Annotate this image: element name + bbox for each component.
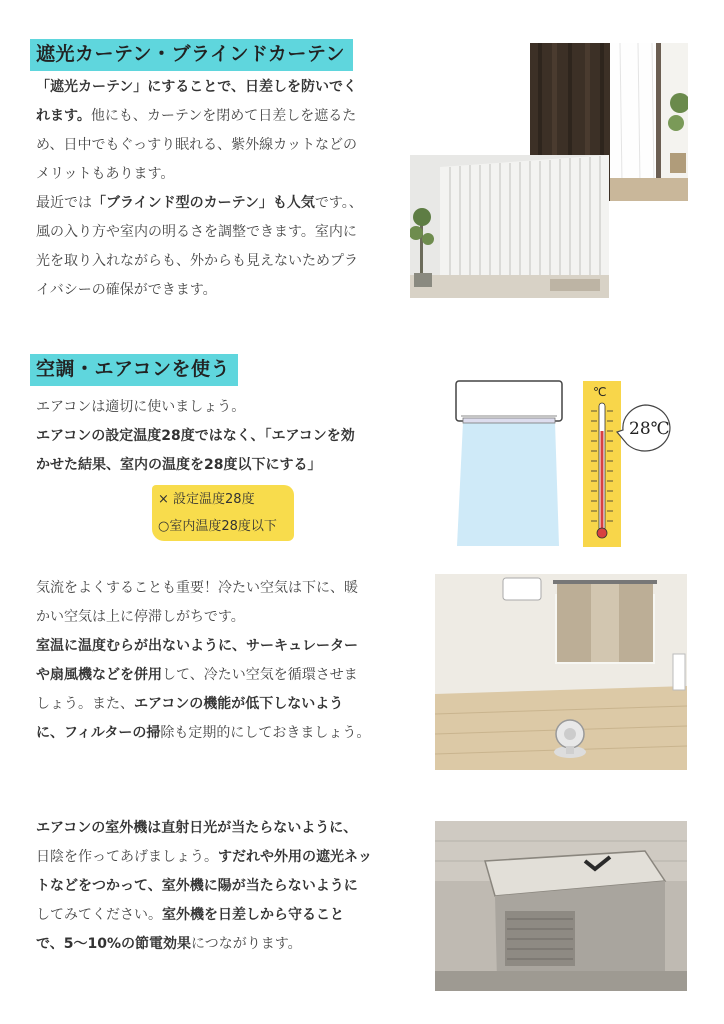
- text-line: [36, 422, 355, 451]
- text: です。、: [314, 195, 363, 211]
- text-line: [36, 247, 363, 276]
- text-line: [36, 661, 370, 690]
- photo-vertical-blinds: [410, 155, 609, 298]
- bold-text: 「遮光カーテン」にすることで、日差しを防いでく: [36, 79, 358, 95]
- heading-air-conditioner: 空調・エアコンを使う: [30, 354, 238, 386]
- note-correct-setting: ○室内温度28度以下: [158, 519, 277, 534]
- text-line: [36, 930, 372, 959]
- paragraph-outdoor-unit: [36, 814, 372, 959]
- text-line: [36, 189, 363, 218]
- bold-text: 室温に温度むらが出ないように、サーキュレーター: [36, 638, 358, 654]
- paragraph-airflow: [36, 574, 370, 748]
- paragraph-aircon: [36, 393, 355, 480]
- aircon-illustration: [455, 380, 563, 546]
- text: 風の入り方や室内の明るさを調整できます。室内に: [36, 224, 357, 240]
- text: して、冷たい空気を循環させま: [162, 667, 358, 683]
- bold-text: かせた結果、室内の温度を28度以下にする」: [36, 457, 322, 473]
- bubble-temperature-label: 28℃: [629, 419, 670, 439]
- text-line: [36, 160, 363, 189]
- bold-text: 「ブラインド型のカーテン」も人気: [92, 195, 315, 211]
- text-line: [36, 872, 372, 901]
- temperature-bubble: [615, 402, 675, 454]
- text-line: [36, 276, 363, 305]
- text-line: [36, 73, 363, 102]
- text: してみてください。: [36, 907, 162, 923]
- text-line: [36, 901, 372, 930]
- text: 光を取り入れながらも、外からも見えないためプラ: [36, 253, 358, 269]
- text: につながります。: [190, 936, 302, 952]
- text-line: [36, 131, 363, 160]
- heading-blackout-curtains: 遮光カーテン・ブラインドカーテン: [30, 39, 353, 71]
- bold-text: に、フィルターの掃: [36, 725, 161, 741]
- text-line: [36, 843, 372, 872]
- text-line: [36, 218, 363, 247]
- text: 除も定期的にしておきましょう。: [160, 725, 371, 741]
- outdoor-unit-illustration: [435, 821, 687, 991]
- text-line: [36, 393, 355, 422]
- text-line: [36, 603, 370, 632]
- bold-text: れます。: [36, 108, 91, 124]
- paragraph-curtains: [36, 73, 363, 305]
- bold-text: や扇風機などを併用: [36, 667, 162, 683]
- text: 他にも、カーテンを閉めて日差しを遮るた: [90, 108, 357, 124]
- bold-text: 室外機を日差しから守ること: [162, 907, 344, 923]
- bold-text: トなどをつかって、室外機に陽が当たらないように: [36, 878, 358, 894]
- room-illustration: [435, 574, 687, 770]
- bold-text: で、5〜10%の節電効果: [36, 936, 191, 952]
- text-line: [36, 632, 370, 661]
- photo-outdoor-unit-shade: [435, 821, 687, 991]
- bold-text: すだれや外用の遮光ネッ: [218, 849, 372, 865]
- bold-text: エアコンの設定温度28度ではなく、「エアコンを効: [36, 428, 355, 444]
- text-line: [36, 719, 370, 748]
- text: しょう。また、: [36, 696, 134, 712]
- text: 最近では: [36, 195, 92, 211]
- thermometer-unit: ℃: [593, 385, 607, 399]
- blinds-illustration: [410, 155, 609, 298]
- text-line: [36, 574, 370, 603]
- text: 気流をよくすることも重要！冷たい空気は下に、暖: [36, 580, 358, 596]
- text: め、日中でもぐっすり眠れる、紫外線カットなどの: [36, 137, 358, 153]
- bold-text: エアコンの室外機は直射日光が当たらないように、: [36, 820, 358, 836]
- note-wrong-setting: × 設定温度28度: [158, 492, 255, 507]
- text: メリットもあります。: [36, 166, 175, 182]
- text-line: [36, 102, 363, 131]
- text: イバシーの確保ができます。: [36, 282, 217, 298]
- text: かい空気は上に停滞しがちです。: [36, 609, 245, 625]
- text: エアコンは適切に使いましょう。: [36, 399, 246, 415]
- photo-room-circulator: [435, 574, 687, 770]
- text-line: [36, 451, 355, 480]
- text-line: [36, 690, 370, 719]
- bold-text: エアコンの機能が低下しないよう: [134, 696, 344, 712]
- text: 日陰を作ってあげましょう。: [36, 849, 218, 865]
- text-line: [36, 814, 372, 843]
